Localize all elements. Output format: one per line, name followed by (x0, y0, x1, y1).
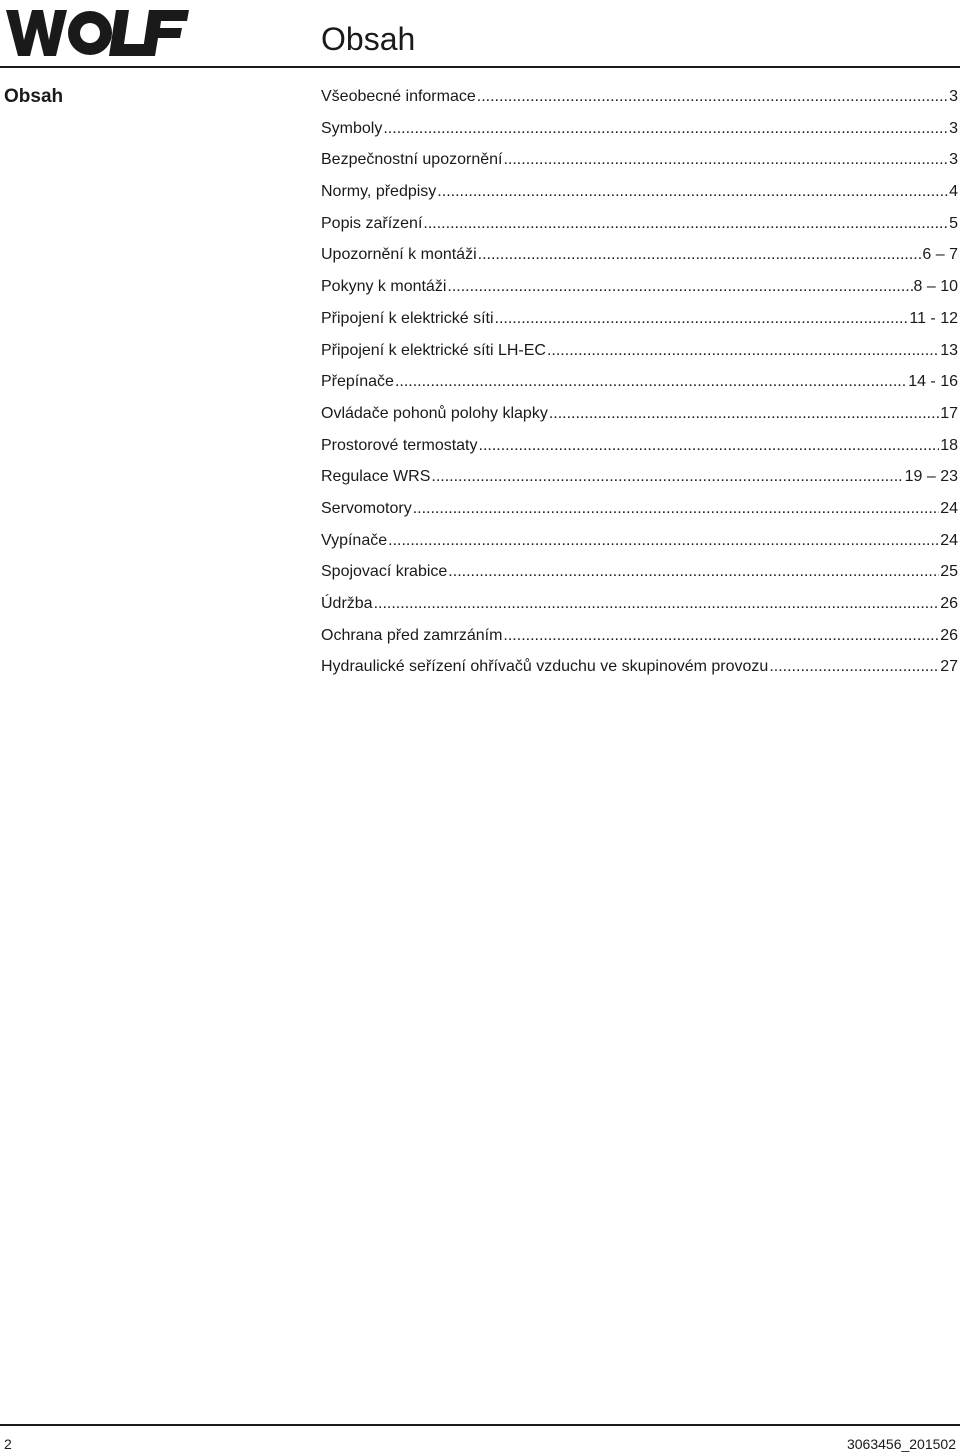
toc-entry-page: 6 – 7 (922, 246, 958, 264)
toc-entry[interactable] (321, 493, 958, 525)
toc-entry-page: 26 (940, 626, 958, 644)
toc-entry-title: Symboly (321, 119, 383, 137)
toc-entry[interactable] (321, 113, 958, 145)
footer-divider (0, 1424, 960, 1426)
toc-entry-page: 26 (940, 595, 958, 612)
toc-leader-dots (549, 398, 939, 430)
toc-entry[interactable] (321, 366, 958, 398)
toc-entry-page: 19 – 23 (904, 468, 958, 486)
toc-leader-dots (479, 430, 940, 462)
toc-entry[interactable] (321, 144, 958, 176)
toc-entry-page: 4 (949, 183, 958, 201)
toc-entry-page: 3 (949, 88, 958, 105)
toc-entry[interactable] (321, 525, 958, 557)
toc-entry-page: 3 (949, 151, 958, 169)
toc-entry-page: 18 (940, 436, 958, 454)
toc-entry[interactable] (321, 461, 958, 493)
toc-entry-title: Pokyny k montáži (321, 278, 447, 296)
toc-entry-title: Servomotory (321, 499, 412, 517)
toc-leader-dots (395, 366, 907, 398)
footer-page-number: 2 (4, 1436, 12, 1452)
toc-leader-dots (374, 588, 940, 620)
toc-leader-dots (495, 303, 909, 335)
toc-entry[interactable] (321, 239, 958, 271)
toc-entry-page: 5 (949, 214, 958, 232)
table-of-contents (321, 81, 958, 683)
toc-entry-title: Přepínače (321, 373, 394, 391)
toc-entry-page: 3 (949, 119, 958, 137)
toc-entry-title: Vypínače (321, 531, 388, 549)
toc-entry[interactable] (321, 208, 958, 240)
toc-leader-dots (447, 271, 912, 303)
toc-entry[interactable] (321, 651, 958, 683)
toc-entry-page: 8 – 10 (913, 278, 958, 296)
toc-entry-title: Připojení k elektrické síti LH-EC (321, 341, 546, 359)
toc-entry[interactable] (321, 556, 958, 588)
toc-entry-page: 27 (940, 658, 958, 676)
toc-entry-title: Regulace WRS (321, 468, 431, 486)
toc-entry-title: Bezpečnostní upozornění (321, 151, 503, 169)
toc-leader-dots (413, 493, 940, 525)
toc-entry-page: 11 - 12 (909, 309, 958, 327)
toc-entry[interactable] (321, 398, 958, 430)
toc-entry-title: Spojovací krabice (321, 563, 448, 581)
toc-entry[interactable] (321, 335, 958, 367)
toc-leader-dots (431, 461, 903, 493)
toc-leader-dots (423, 208, 948, 240)
page-title: Obsah (321, 21, 416, 57)
toc-entry-title: Prostorové termostaty (321, 436, 478, 454)
toc-entry-title: Ochrana před zamrzáním (321, 626, 503, 644)
toc-entry[interactable] (321, 303, 958, 335)
toc-leader-dots (477, 81, 948, 113)
toc-leader-dots (478, 239, 922, 271)
toc-leader-dots (503, 144, 948, 176)
toc-entry[interactable] (321, 620, 958, 652)
toc-entry-title: Popis zařízení (321, 214, 423, 232)
toc-entry[interactable] (321, 588, 958, 620)
toc-entry[interactable] (321, 271, 958, 303)
toc-entry[interactable] (321, 176, 958, 208)
toc-entry-title: Údržba (321, 595, 373, 612)
toc-leader-dots (388, 525, 939, 557)
toc-leader-dots (547, 335, 939, 367)
header-divider (0, 66, 960, 68)
footer-document-number: 3063456_201502 (846, 1436, 956, 1452)
toc-entry-page: 17 (940, 404, 958, 422)
section-label: Obsah (4, 86, 64, 107)
toc-entry-page: 13 (940, 341, 958, 359)
toc-entry-title: Ovládače pohonů polohy klapky (321, 404, 548, 422)
toc-entry-page: 24 (940, 531, 958, 549)
toc-entry-title: Hydraulické seřízení ohřívačů vzduchu ve skupinovém provozu (321, 658, 769, 676)
toc-leader-dots (448, 556, 939, 588)
toc-leader-dots (503, 620, 939, 652)
wolf-logo (4, 6, 190, 60)
toc-leader-dots (769, 651, 939, 683)
toc-entry-page: 24 (940, 499, 958, 517)
toc-leader-dots (383, 113, 948, 145)
toc-entry-title: Všeobecné informace (321, 88, 476, 105)
toc-entry-title: Připojení k elektrické síti (321, 309, 494, 327)
toc-entry-page: 14 - 16 (908, 373, 958, 391)
toc-entry-title: Upozornění k montáži (321, 246, 477, 264)
toc-entry-title: Normy, předpisy (321, 183, 437, 201)
toc-leader-dots (437, 176, 948, 208)
toc-entry-page: 25 (940, 563, 958, 581)
toc-entry[interactable] (321, 430, 958, 462)
toc-entry[interactable] (321, 81, 958, 113)
